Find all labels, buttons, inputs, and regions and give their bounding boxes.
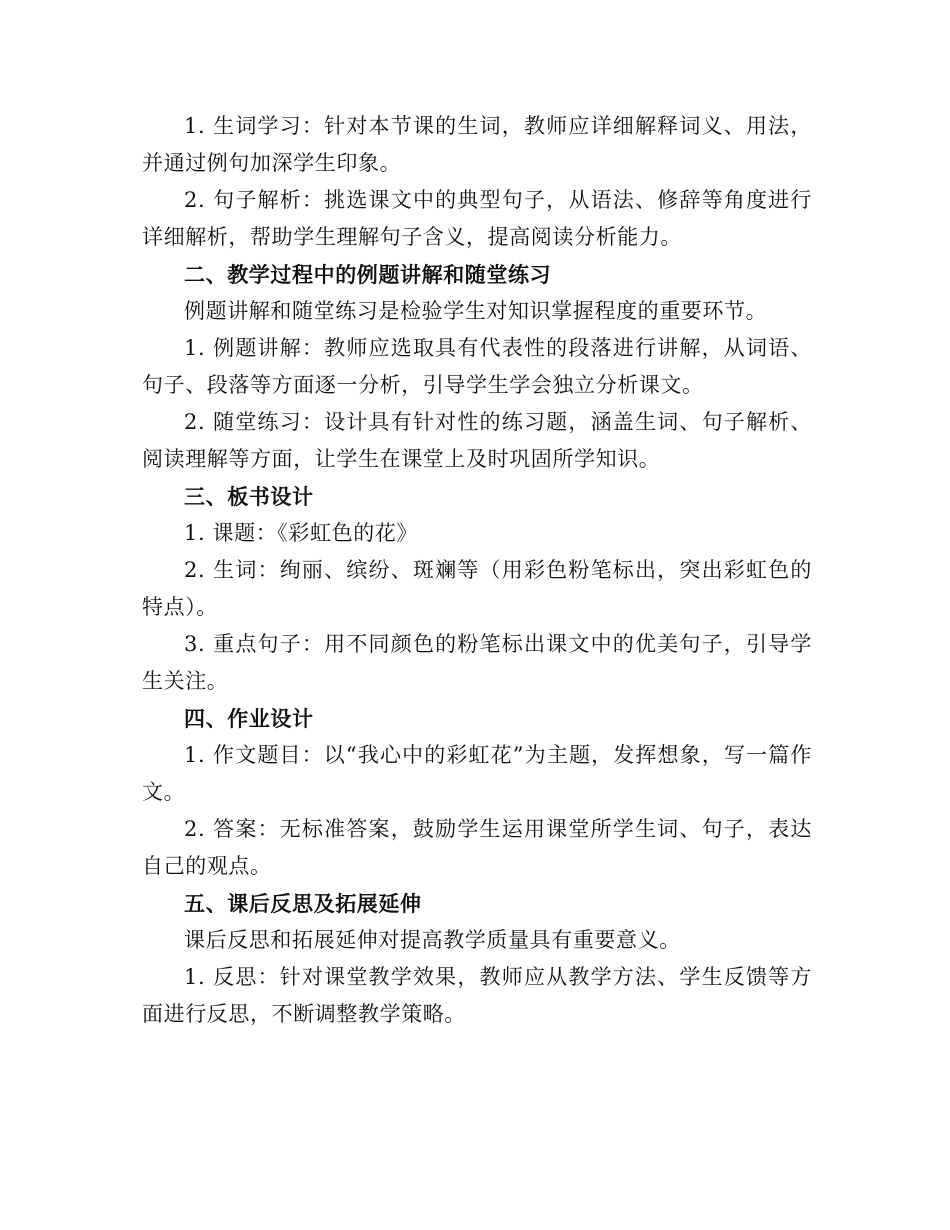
paragraph-reflection-intro: 课后反思和拓展延伸对提高教学质量具有重要意义。 bbox=[184, 928, 681, 952]
document-body bbox=[142, 108, 812, 1033]
paragraph-vocab-study: 1. 生词学习：针对本节课的生词，教师应详细解释词义、用法，并通过例句加深学生印象。 bbox=[142, 114, 812, 175]
section-heading-reflection-extension: 五、课后反思及拓展延伸 bbox=[184, 891, 422, 916]
paragraph-examples-intro: 例题讲解和随堂练习是检验学生对知识掌握程度的重要环节。 bbox=[184, 299, 768, 323]
paragraph-reflection: 1. 反思：针对课堂教学效果，教师应从教学方法、学生反馈等方面进行反思，不断调整教学策略。 bbox=[142, 965, 812, 1026]
section-heading-blackboard-design: 三、板书设计 bbox=[184, 484, 314, 509]
section-heading-examples-practice: 二、教学过程中的例题讲解和随堂练习 bbox=[184, 262, 552, 287]
paragraph-new-words: 2. 生词：绚丽、缤纷、斑斓等（用彩色粉笔标出，突出彩虹色的特点）。 bbox=[142, 558, 812, 619]
paragraph-essay-topic: 1. 作文题目：以“我心中的彩虹花”为主题，发挥想象，写一篇作文。 bbox=[142, 743, 812, 804]
paragraph-lesson-title: 1. 课题：《彩虹色的花》 bbox=[184, 521, 419, 545]
section-heading-homework-design: 四、作业设计 bbox=[184, 706, 314, 731]
paragraph-example-explanation: 1. 例题讲解：教师应选取具有代表性的段落进行讲解，从词语、句子、段落等方面逐一分析，引导学生学会独立分析课文。 bbox=[142, 336, 812, 397]
paragraph-key-sentences: 3. 重点句子：用不同颜色的粉笔标出课文中的优美句子，引导学生关注。 bbox=[142, 632, 812, 693]
paragraph-sentence-analysis: 2. 句子解析：挑选课文中的典型句子，从语法、修辞等角度进行详细解析，帮助学生理解句子含义，提高阅读分析能力。 bbox=[142, 188, 812, 249]
paragraph-class-practice: 2. 随堂练习：设计具有针对性的练习题，涵盖生词、句子解析、阅读理解等方面，让学生在课堂上及时巩固所学知识。 bbox=[142, 410, 812, 471]
paragraph-answer: 2. 答案：无标准答案，鼓励学生运用课堂所学生词、句子，表达自己的观点。 bbox=[142, 817, 812, 878]
